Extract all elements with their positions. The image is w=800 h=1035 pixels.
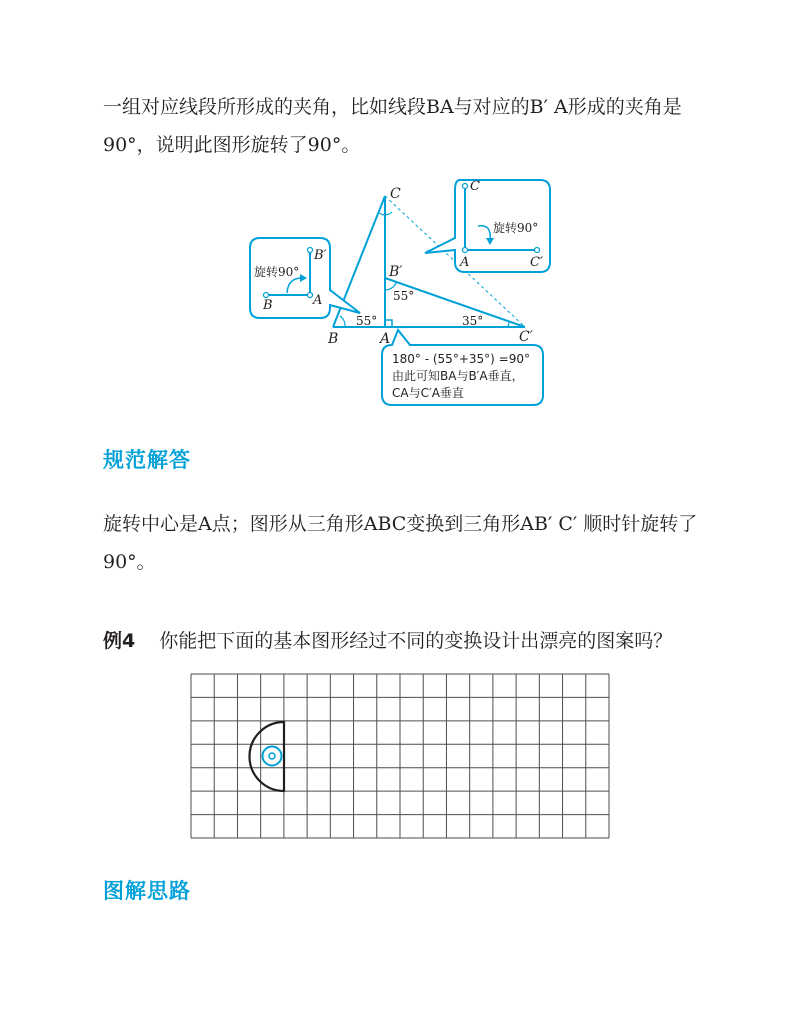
label-c-prime-callout: C′ — [530, 255, 543, 270]
angle-label-b-prime: 55° — [393, 289, 415, 303]
grid-lines — [191, 674, 609, 838]
inner-ring — [269, 753, 275, 759]
heading-standard-solution: 规范解答 — [103, 448, 191, 472]
label-a-callout-left: A — [313, 293, 323, 308]
callout-line-2: 由此可知BA与B′A垂直， — [392, 369, 524, 383]
label-a-callout-right: A — [460, 255, 470, 270]
paragraph-line: 旋转中心是A点；图形从三角形ABC变换到三角形AB′ C′ 顺时针旋转了 — [103, 513, 698, 535]
example-label: 例4 — [103, 630, 136, 652]
heading-diagram-thinking: 图解思路 — [103, 879, 191, 903]
label-a: A — [380, 331, 391, 347]
example-4 — [103, 626, 672, 656]
callout-line-3: CA与C′A垂直 — [392, 386, 464, 400]
label-c-prime: C′ — [519, 329, 533, 345]
paragraph-line: 一组对应线段所形成的夹角，比如线段BA与对应的B′ A形成的夹角是 — [103, 96, 682, 118]
angle-label-c-prime: 35° — [462, 314, 484, 328]
label-b-prime-callout: B′ — [314, 248, 327, 263]
outer-ring — [263, 747, 282, 766]
rotate-label-right: 旋转90° — [493, 221, 539, 235]
right-angle-marker — [385, 320, 392, 327]
label-b-callout: B — [263, 298, 273, 313]
paragraph-solution — [103, 505, 697, 581]
paragraph-rotation-angle — [103, 88, 682, 164]
paragraph-line: 90°，说明此图形旋转了90°。 — [103, 134, 361, 156]
paragraph-line: 90°。 — [103, 551, 156, 573]
rotation-diagram — [245, 178, 565, 418]
label-c-callout: C — [470, 179, 480, 194]
label-c: C — [390, 186, 401, 202]
example-question: 你能把下面的基本图形经过不同的变换设计出漂亮的图案吗？ — [159, 630, 673, 652]
callout-left — [250, 238, 360, 318]
angle-arc-b — [340, 316, 345, 327]
label-b-prime: B′ — [389, 264, 403, 280]
label-b: B — [328, 331, 339, 347]
grid-figure — [190, 673, 610, 839]
angle-label-b: 55° — [356, 314, 378, 328]
semicircle-shape — [250, 722, 285, 791]
rotate-label-left: 旋转90° — [254, 265, 300, 279]
callout-line-1: 180° - (55°+35°) =90° — [392, 352, 530, 366]
callout-right — [425, 179, 550, 272]
